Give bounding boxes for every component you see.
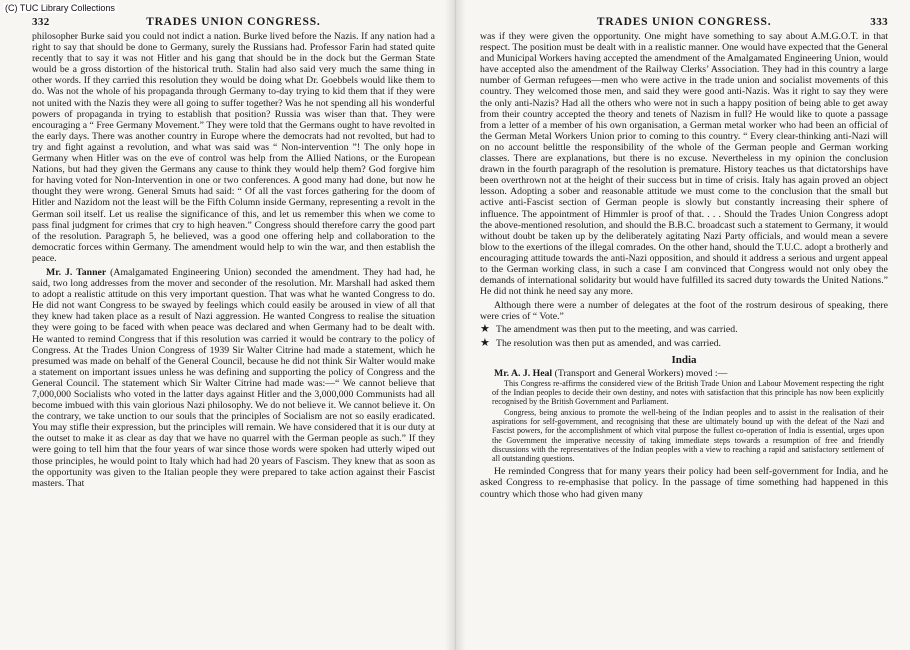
page-number: 332 (32, 16, 50, 28)
gutter-shadow (445, 0, 455, 650)
result-text: The resolution was then put as amended, and was carried. (496, 337, 721, 349)
copyright-notice: (C) TUC Library Collections (5, 3, 115, 13)
star-icon: ★ (480, 336, 490, 349)
resolution-paragraph: Congress, being anxious to promote the well-being of the Indian peoples and to assist in the realisation of their aspirations for self-government, and recognising that these are ultimately bound up with the defeat of the Nazi and Fascist powers, for the accomplishment of which vital purpose the fullest co-operation of India is essential, urges upon the Government the imperative necessity of taking immediate steps towards a resumption of free and friendly discussions with the representatives of the Indian peoples with a view to reaching a rapid and satisfactory settlement of all outstanding questions. (492, 407, 884, 464)
paragraph: Although there were a number of delegates at the foot of the rostrum desirous of speaking, there were cries of “ Vote.” (480, 300, 888, 323)
page-number: 333 (870, 16, 888, 28)
running-head (32, 16, 435, 28)
resolution-block (480, 379, 888, 464)
resolution-paragraph: This Congress re-affirms the considered view of the British Trade Union and Labour Movement respecting the right of the Indian peoples to decide their own destiny, and notes with satisfaction that this principle has now been explicitly recognised by the British Government and Parliament. (492, 378, 884, 407)
speaker-name: Mr. J. Tanner (46, 266, 107, 278)
star-icon: ★ (480, 323, 490, 336)
paragraph: He reminded Congress that for many years their policy had been self-government for India, and he asked Congress to re-emphasise that policy. In the passage of time something had happened in this country which those who had given many (480, 466, 888, 500)
motion-text: (Transport and General Workers) moved :— (552, 367, 728, 379)
paragraph-tanner (32, 267, 435, 489)
speaker-name: Mr. A. J. Heal (494, 367, 553, 379)
speech-text: (Amalgamated Engineering Union) seconded the amendment. They had had, he said, two long addresses from the mover and seconder of the resolution. Mr. Marshall had asked them to adopt a realistic attitude on this very important question. That was what he wanted Congress to do. He did not want Congress to be swayed by feelings which could easily be aroused in view of all that they knew had taken place as a result of Nazi aggression. He wanted Congress to realise the situation they were going to be faced with when peace was declared and when Germany had to be dealt with. He wanted to remind Congress that if this resolution was carried it would be contrary to the policy of Congress. At the Trades Union Congress of 1939 Sir Walter Citrine had made a statement, which he presumed was made on behalf of the General Council, because he did not think Sir Walter would make a statement on important issues unless he was defining and supporting the policy of Congress and the General Council. The statement which Sir Walter Citrine had made was:—“ We cannot believe that 7,000,000 Socialists who voted in the latter days against Hitler and the 3,000,000 Communists had all become imbued with this vain glorious Nazi philosophy. We do not believe it. We cannot believe it. On the contrary, we take unction to our souls that the principles of Socialism are not so easily eradicated. You may stifle their expression, but the principles will remain. We have considered that it is our duty at the outset to make it as clear as day that we have no quarrel with the German people as such.” If they were going to tell him that the four years of war since those words were spoken had utterly wiped out those principles, he would point to Italy which had had 20 years of Fascism. They knew that as soon as the opportunity was given to the Italian people they were prepared to take action against their Fascist masters. That (32, 266, 435, 489)
result-text: The amendment was then put to the meeting, and was carried. (496, 324, 738, 336)
left-body (32, 31, 435, 489)
right-body (480, 31, 888, 500)
right-page (455, 0, 910, 650)
gutter-shadow (456, 0, 466, 650)
paragraph: philosopher Burke said you could not indict a nation. Burke lived before the Nazis. If any nation had a right to say that should be done to Germany, surely the Russians had. Professor Farin had stated quite recently that to say it was not Hitler and his gang that should be in the dock but the German State would be a gross distortion of the historical truth. Stalin had also said very much the same thing in other words. If they carried this resolution they would be doing what Dr. Goebbels would like them to do. Was not the whole of his propaganda through Germany to-day trying to kid them that if they were not united with the Nazis they were all going to suffer together? Was he not spending all his wonderful powers of propaganda in trying to establish that position? Russia was wiser than that. They were encouraging a “ Free Germany Movement.” They were told that the Germans ought to have revolted in the early days. There was another country in Europe where the democrats had not revolted, but had to try and fight against a revolution, and what was said was “ Non-intervention ”! The only hope in Germany when Hitler was on the eve of control was help from the Allied Nations, or the European Nations, but had they given the Germans any cause to think they would help them? God forgive him for having voted for Non-Intervention in one or two conferences. A good many had done, but now he thought they were wrong. General Smuts had said: “ Of all the vast forces gathering for the doom of Hitler and Nazidom not the least will be the Fifth Column inside Germany, representing a revolt in the German soil itself. Let us realise the significance of this, and let us remember this when we come to pass final judgment for crimes that cry to high heaven.” Congress should therefore carry the good part of the resolution. Paragraph 5, he believed, was a good one offering help and collaboration to the democratic forces within Germany. The amendment would help to win the war, and then establish the peace. (32, 31, 435, 264)
paragraph: was if they were given the opportunity. One might have something to say about A.M.G.O.T. in that respect. The position must be dealt with in a realistic manner. One would have expected that the General and Municipal Workers having accepted the amendment of the Amalgamated Engineering Union, would have accepted also the amendment of the Railway Clerks’ Association. They had in this country a large number of German refugees—men who were active in the trade union and socialist movements of this country. They welcomed those men, and said they were good anti-Nazis. Was it right to say they were the only anti-Nazis? Had all the others who were not in such a happy position of being able to get away from their country accepted the theory and tenets of Nazism in full? He would like to quote a passage from a letter of a member of his own organisation, a German metal worker who had been an official of the German Metal Workers Union prior to coming to this country. “ Every clear-thinking anti-Nazi will on no account belittle the responsibility of the whole of the German people and German working classes. There are explanations, but there is no excuse. Nevertheless in my opinion the conclusion drawn in the fourth paragraph of the resolution is premature. History teaches us that dictatorships have been overthrown not at the height of their success but in time of crisis. Italy has again proved an object lesson. Adopting a sober and reasonable attitude we must come to the conclusion that the small but active anti-Fascist section of German people is slowly but constantly increasing their sphere of influence. The appointment of Himmler is proof of that. . . . Should the Trades Union Congress adopt the above-mentioned resolution, and should the B.B.C. broadcast such a statement to Germany, it would without doubt be taken up by the deliberately agitating Nazi Party officials, and would mean a severe blow to the exertions of the illegal comrades. On the other hand, should the T.U.C. adopt a brotherly and encouraging attitude towards the anti-Nazi opposition, and should it address a serious and urgent appeal to the German working class, in such a case I am convinced that Congress would not only obey the demands of international solidarity but would have fulfilled its sacred duty towards the United Nations.” He did not think he need say any more. (480, 31, 888, 298)
running-title: TRADES UNION CONGRESS. (596, 16, 772, 28)
result-line (480, 338, 888, 349)
result-line (480, 324, 888, 335)
section-title: India (671, 353, 697, 366)
running-head (480, 16, 888, 28)
running-title: TRADES UNION CONGRESS. (146, 16, 321, 28)
motion-line (480, 368, 888, 379)
